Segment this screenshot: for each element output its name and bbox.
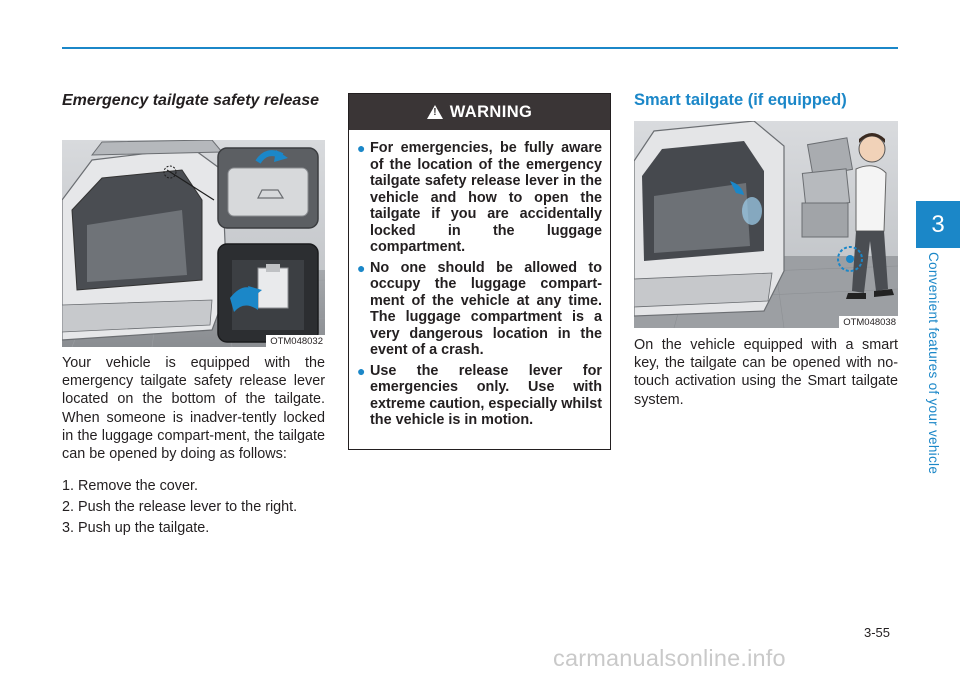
figure-code: OTM048032: [266, 335, 325, 347]
chapter-title: Convenient features of your vehicle: [926, 252, 941, 475]
warning-item-text: For emergencies, be fully aware of the location of the emergency tailgate safety release lever in the vehicle and how to open the tailgate if you are accidentally locked in the luggage compartment.: [370, 140, 602, 255]
emergency-release-paragraph: Your vehicle is equipped with the emergency tailgate safety release lever located on the bottom of the tailgate. When someone is inadver-tently locked in the luggage compart-ment, the tailgate can be opened by doing as follows:: [62, 355, 325, 463]
smart-tailgate-illustration: [634, 121, 898, 328]
figure-code: OTM048038: [839, 316, 898, 328]
warning-item-text: Use the release lever for emergencies only. Use with extreme caution, especially whilst the vehicle is in motion.: [370, 362, 602, 428]
watermark: carmanualsonline.info: [553, 645, 786, 671]
warning-item-text: No one should be allowed to occupy the luggage compart-ment of the vehicle at any time. The luggage compartment is a very dangerous location in the event of a crash.: [370, 259, 602, 358]
warning-header: [349, 94, 610, 130]
warning-icon: !: [427, 105, 443, 119]
warning-title: WARNING: [449, 102, 533, 121]
page-number: 3-55: [864, 625, 891, 640]
figure-emergency-release: [62, 140, 325, 347]
step-3: 3. Push up the tailgate.: [62, 520, 210, 536]
emergency-release-illustration: [62, 140, 325, 347]
smart-tailgate-paragraph: On the vehicle equipped with a smart key, the tailgate can be opened with no-touch activation using the Smart tailgate system.: [634, 337, 898, 408]
warning-item: [357, 140, 602, 256]
section-heading-emergency-release: Emergency tailgate safety release: [62, 92, 320, 109]
chapter-number: 3: [931, 210, 945, 238]
bullet-icon: ●: [357, 259, 366, 276]
warning-box: [348, 93, 611, 450]
step-1: 1. Remove the cover.: [62, 478, 198, 494]
warning-item: [357, 260, 602, 359]
section-heading-smart-tailgate: Smart tailgate (if equipped): [634, 91, 847, 109]
warning-item: [357, 363, 602, 429]
bullet-icon: ●: [357, 140, 366, 156]
figure-smart-tailgate: [634, 121, 898, 328]
chapter-tab: [916, 201, 960, 248]
step-2: 2. Push the release lever to the right.: [62, 499, 298, 515]
warning-list: [349, 130, 610, 429]
top-rule: [62, 47, 898, 49]
bullet-icon: ●: [357, 362, 366, 379]
chapter-side-label: [921, 252, 945, 496]
